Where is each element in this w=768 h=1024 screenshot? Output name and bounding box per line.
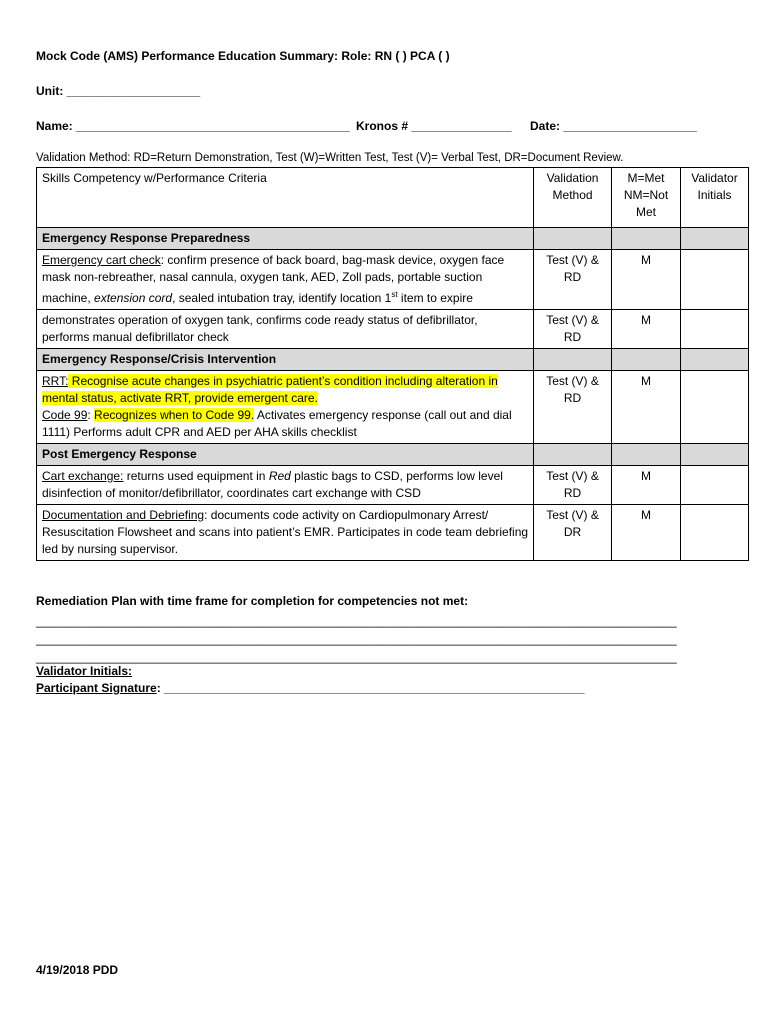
header-met: M=Met NM=Not Met	[612, 168, 681, 228]
date-field[interactable]: Date: ____________________	[530, 119, 697, 133]
table-row	[37, 505, 749, 561]
initials-cell[interactable]	[680, 371, 748, 444]
criteria-cell: Cart exchange: returns used equipment in Red plastic bags to CSD, performs low level disinfection of monitor/defibrillator, coordinates cart exchange with CSD	[37, 466, 534, 505]
remediation-line[interactable]: ________________________________________________________________________________________________	[36, 650, 677, 664]
table-row	[37, 466, 749, 505]
competency-table	[36, 167, 749, 561]
section-title: Post Emergency Response	[37, 444, 534, 466]
section-title: Emergency Response/Crisis Intervention	[37, 349, 534, 371]
met-cell[interactable]: M	[612, 250, 681, 310]
remediation-line[interactable]: ________________________________________________________________________________________________	[36, 614, 677, 628]
section-row	[37, 349, 749, 371]
header-validation-method: Validation Method	[534, 168, 612, 228]
method-cell: Test (V) & RD	[534, 310, 612, 349]
table-row	[37, 310, 749, 349]
met-cell[interactable]: M	[612, 466, 681, 505]
table-row	[37, 371, 749, 444]
unit-field[interactable]: Unit: ____________________	[36, 84, 201, 98]
initials-cell[interactable]	[680, 310, 748, 349]
section-title: Emergency Response Preparedness	[37, 228, 534, 250]
section-row	[37, 444, 749, 466]
header-skills: Skills Competency w/Performance Criteria	[37, 168, 534, 228]
criteria-cell: demonstrates operation of oxygen tank, confirms code ready status of defibrillator, performs manual defibrillator check	[37, 310, 534, 349]
criteria-cell: Documentation and Debriefing: documents code activity on Cardiopulmonary Arrest/ Resuscitation Flowsheet and scans into patient’s EMR. Participates in code team debriefing led by nursing supervisor.	[37, 505, 534, 561]
method-cell: Test (V) & RD	[534, 371, 612, 444]
table-header-row	[37, 168, 749, 228]
name-field[interactable]: Name: _________________________________________	[36, 119, 350, 133]
met-cell[interactable]: M	[612, 371, 681, 444]
criteria-label: Emergency cart check	[42, 253, 161, 267]
method-cell: Test (V) & DR	[534, 505, 612, 561]
met-cell[interactable]: M	[612, 310, 681, 349]
method-cell: Test (V) & RD	[534, 250, 612, 310]
section-row	[37, 228, 749, 250]
form-title: Mock Code (AMS) Performance Education Summary: Role: RN ( ) PCA ( )	[36, 49, 450, 63]
footer-date: 4/19/2018 PDD	[36, 963, 119, 977]
initials-cell[interactable]	[680, 466, 748, 505]
method-cell: Test (V) & RD	[534, 466, 612, 505]
header-validator-initials: Validator Initials	[680, 168, 748, 228]
validator-initials-label: Validator Initials:	[36, 664, 133, 678]
met-cell[interactable]: M	[612, 505, 681, 561]
validation-method-legend: Validation Method: RD=Return Demonstration, Test (W)=Written Test, Test (V)= Verbal Test, DR=Document Review.	[36, 152, 624, 164]
remediation-title: Remediation Plan with time frame for completion for competencies not met:	[36, 594, 469, 608]
remediation-line[interactable]: ________________________________________________________________________________________________	[36, 632, 677, 646]
initials-cell[interactable]	[680, 250, 748, 310]
criteria-cell: RRT: Recognise acute changes in psychiatric patient’s condition including alteration in mental status, activate RRT, provide emergent care. Code 99: Recognizes when to Code 99. Activates emergency response (call out and dial 1111) Performs adult CPR and AED per AHA skills checklist	[37, 371, 534, 444]
criteria-cell: Emergency cart check: confirm presence of back board, bag-mask device, oxygen face mask non-rebreather, nasal cannula, oxygen tank, AED, Zoll pads, portable suction machine, extension cord, sealed intubation tray, identify location 1st item to expire	[37, 250, 534, 310]
kronos-field[interactable]: Kronos # _______________	[356, 119, 512, 133]
initials-cell[interactable]	[680, 505, 748, 561]
participant-signature[interactable]: Participant Signature: _______________________________________________________________	[36, 681, 585, 695]
table-row	[37, 250, 749, 310]
